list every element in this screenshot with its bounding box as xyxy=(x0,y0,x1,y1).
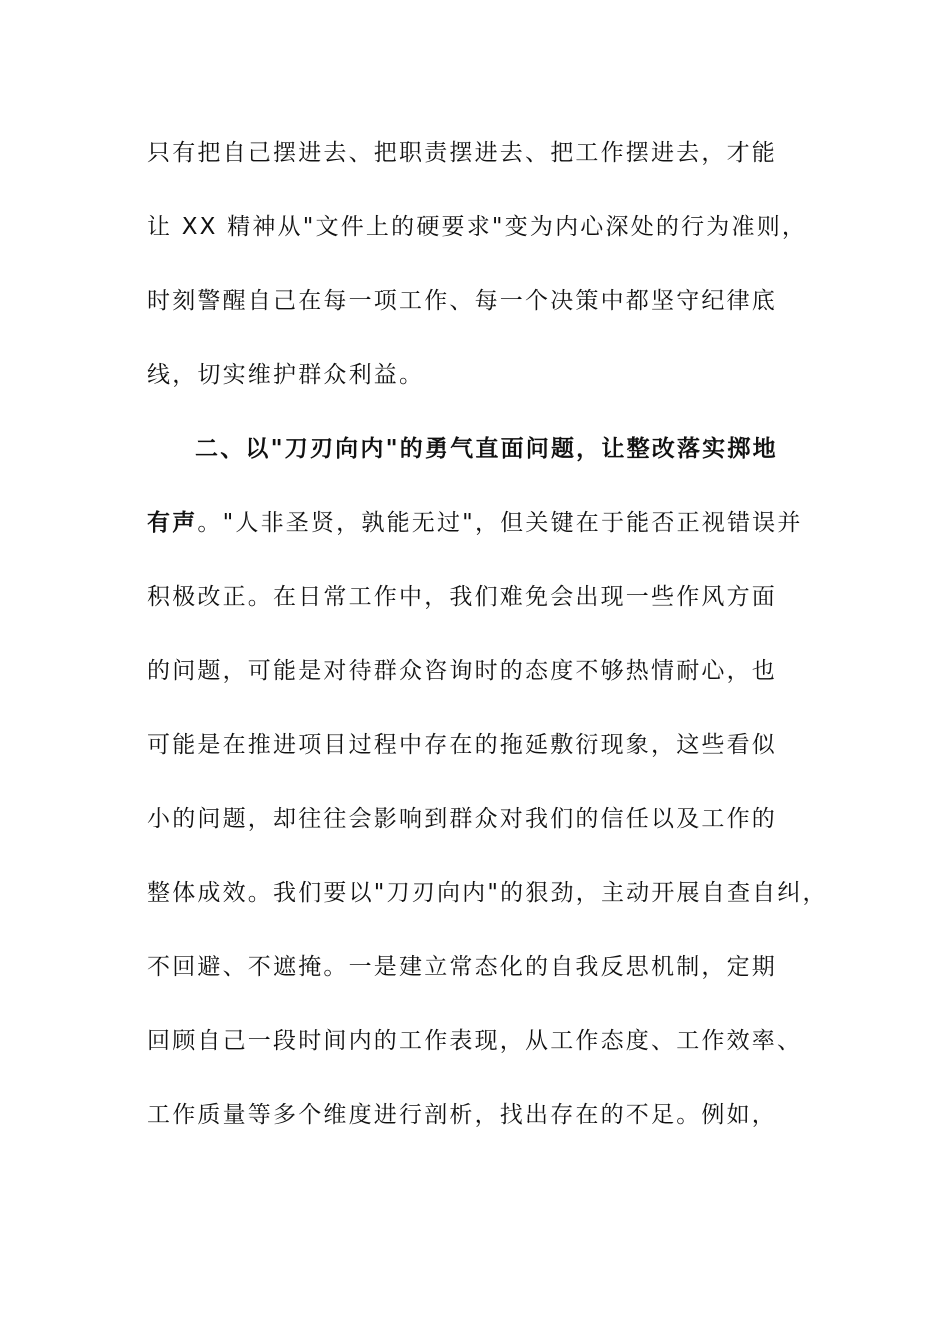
paragraph-line: 积极改正。在日常工作中，我们难免会出现一些作风方面 xyxy=(147,584,777,610)
paragraph-line xyxy=(147,498,837,572)
document-body xyxy=(147,128,837,1164)
paragraph-line: 小的问题，却往往会影响到群众对我们的信任以及工作的 xyxy=(147,806,777,832)
paragraph-line: 不回避、不遮掩。一是建立常态化的自我反思机制，定期 xyxy=(147,954,777,980)
paragraph-line: 整体成效。我们要以"刀刃向内"的狠劲，主动开展自查自纠， xyxy=(147,880,828,906)
section-heading: 二、以"刀刃向内"的勇气直面问题，让整改落实掷地 xyxy=(195,436,778,462)
paragraph-line: 工作质量等多个维度进行剖析，找出存在的不足。例如， xyxy=(147,1102,777,1128)
paragraph-line: 的问题，可能是对待群众咨询时的态度不够热情耐心，也 xyxy=(147,658,777,684)
section-heading-continuation: 有声 xyxy=(147,510,198,536)
paragraph-line: 回顾自己一段时间内的工作表现，从工作态度、工作效率、 xyxy=(147,1028,803,1054)
paragraph-line: 让 XX 精神从"文件上的硬要求"变为内心深处的行为准则， xyxy=(147,214,808,240)
paragraph-line: 可能是在推进项目过程中存在的拖延敷衍现象，这些看似 xyxy=(147,732,777,758)
paragraph-line: 时刻警醒自己在每一项工作、每一个决策中都坚守纪律底 xyxy=(147,288,777,314)
paragraph-text: 。"人非圣贤，孰能无过"，但关键在于能否正视错误并 xyxy=(197,510,803,536)
paragraph-line: 线，切实维护群众利益。 xyxy=(147,362,425,388)
paragraph-line: 只有把自己摆进去、把职责摆进去、把工作摆进去，才能 xyxy=(147,140,777,166)
